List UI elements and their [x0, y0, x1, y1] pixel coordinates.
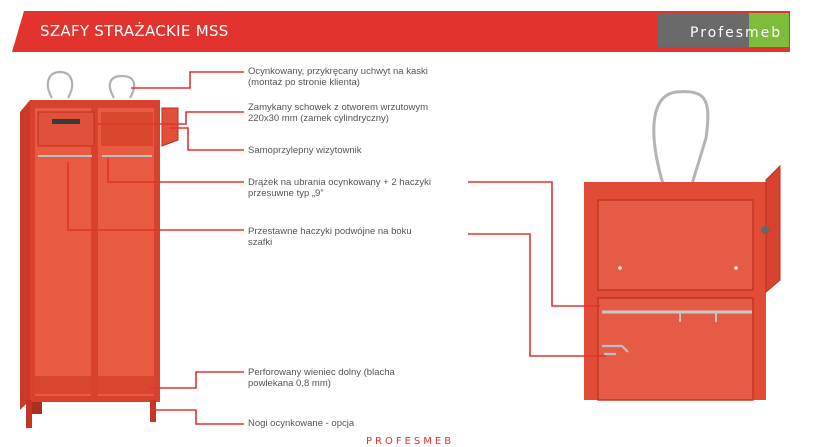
callout-legs: Nogi ocynkowane - opcja — [248, 418, 355, 429]
mail-slot — [52, 119, 80, 124]
leader-helmet-hook — [131, 72, 244, 88]
callout-locker: Zamykany schowek z otworem wrzutowym 220x30 mm (zamek cylindryczny) — [248, 102, 429, 124]
leader-legs — [150, 410, 244, 424]
brand-logo: Profesmeb — [690, 25, 783, 41]
leg — [26, 400, 32, 428]
page-title: SZAFY STRAŻACKIE MSS — [40, 22, 229, 40]
leg — [150, 400, 156, 422]
callout-helmet-hook: Ocynkowany, przykręcany uchwyt na kaski (montaż po stronie klienta) — [248, 66, 428, 88]
right-cabinet-detail — [584, 92, 780, 400]
leader-rail-detail — [468, 182, 600, 306]
top-compartment — [38, 112, 94, 146]
callout-wreath: Perforowany wieniec dolny (blacha powlekana 0,8 mm) — [248, 367, 395, 389]
leader-card-holder — [170, 128, 244, 150]
callout-hooks: Przestawne haczyki podwójne na boku szafki — [248, 226, 412, 248]
callout-rail: Drążek na ubrania ocynkowany + 2 haczyki przesuwne typ „9” — [248, 177, 431, 199]
helmet-hook-right — [110, 76, 134, 98]
helmet-hook-left — [48, 72, 72, 98]
footer-brand: PROFESMEB — [366, 436, 455, 447]
helmet-hook-detail — [654, 92, 708, 184]
callout-card-holder: Samoprzylepny wizytownik — [248, 145, 362, 156]
left-cabinet-illustration — [20, 72, 178, 428]
leader-wreath — [150, 372, 244, 388]
